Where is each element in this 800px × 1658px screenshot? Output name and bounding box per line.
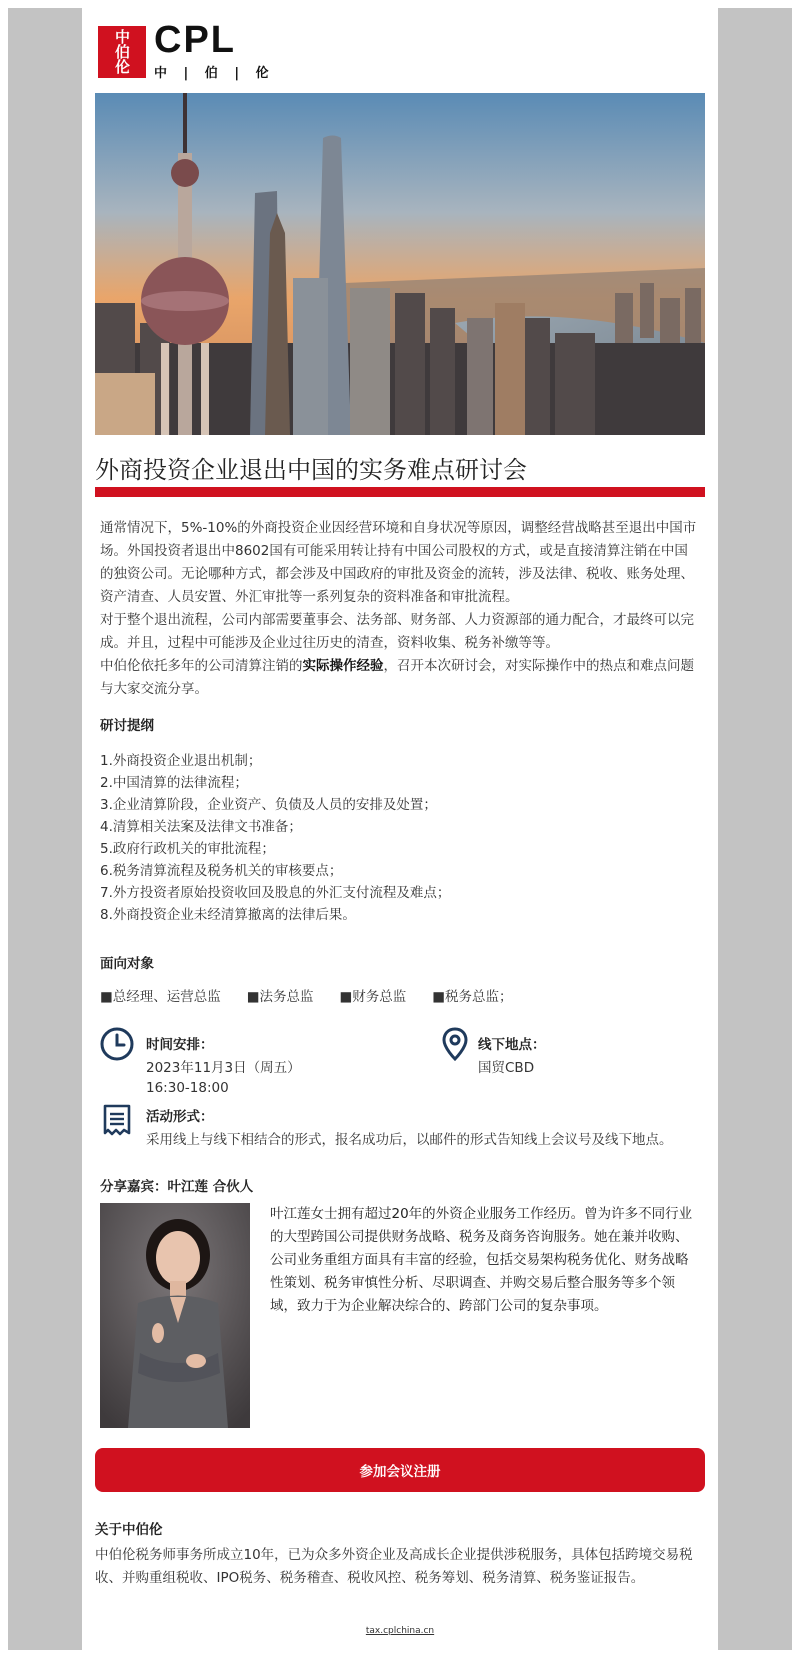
cpl-logo [98,19,275,81]
about-text: 中伯伦税务师事务所成立10年，已为众多外资企业及高成长企业提供涉税服务，具体包括跨境交易税收、并购重组税收、IPO税务、税务稽查、税收风控、税务筹划、税务清算、税务鉴证报告。 [95,1547,693,1586]
event-date: 2023年11月3日（周五） [146,1060,301,1076]
clock-icon [100,1027,134,1061]
outline-item: 4.清算相关法案及法律文书准备； [100,819,302,835]
intro-paragraph-3: 中伯伦依托多年的公司清算注销的实际操作经验，召开本次研讨会，对实际操作中的热点和难点问题与大家交流分享。 [100,658,694,697]
event-location: 国贸CBD [478,1060,535,1076]
hero-image-skyline [95,93,705,435]
outline-heading: 研讨提纲 [100,718,154,734]
event-format: 采用线上与线下相结合的形式，报名成功后，以邮件的形式告知线上会议号及线下地点。 [146,1132,673,1148]
speaker-bio: 叶江莲女士拥有超过20年的外资企业服务工作经历。曾为许多不同行业的大型跨国公司提供财务战略、税务及商务咨询服务。她在兼并收购、公司业务重组方面具有丰富的经验，包括交易架构税务优化、财务战略性策划、税务审慎性分析、尽职调查、并购交易后整合服务等多个领域，致力于为企业解决综合的、跨部门公司的复杂事项。 [270,1206,693,1314]
intro-text [100,517,700,701]
logo-wordmark: CPL [154,19,236,61]
outline-item: 7.外方投资者原始投资收回及股息的外汇支付流程及难点； [100,885,451,901]
footer-website-link[interactable]: tax.cplchina.cn [365,1626,435,1636]
location-label: 线下地点： [478,1037,546,1053]
time-label: 时间安排： [146,1037,214,1053]
outline-item: 5.政府行政机关的审批流程； [100,841,275,857]
audience-item: ■总经理、运营总监 [100,989,221,1005]
audience-item: ■法务总监 [246,989,314,1005]
audience-heading: 面向对象 [100,956,154,972]
outline-item: 6.税务清算流程及税务机关的审核要点； [100,863,343,879]
event-title: 外商投资企业退出中国的实务难点研讨会 [95,456,527,484]
format-label: 活动形式： [146,1109,214,1125]
event-hours: 16:30-18:00 [146,1080,229,1096]
audience-item: ■税务总监； [432,989,513,1005]
register-button[interactable]: 参加会议注册 [95,1448,705,1492]
seal-logo: 中伯伦 [98,26,146,78]
speaker-heading: 分享嘉宾：叶江莲 合伙人 [100,1179,254,1195]
intro-paragraph-1: 通常情况下，5%-10%的外商投资企业因经营环境和自身状况等原因，调整经营战略甚至退出中国市场。外国投资者退出中8602国有可能采用转让持有中国公司股权的方式，或是直接清算注销在中国的独资公司。无论哪种方式，都会涉及中国政府的审批及资金的流转，涉及法律、税收、账务处理、资产清查、人员安置、外汇审批等一系列复杂的资料准备和审批流程。 [100,520,697,605]
logo-subtitle: 中 | 伯 | 伦 [154,66,275,81]
outline-item: 1.外商投资企业退出机制； [100,753,262,769]
intro-paragraph-2: 对于整个退出流程，公司内部需要董事会、法务部、财务部、人力资源部的通力配合，才最终可以完成。并且，过程中可能涉及企业过往历史的清查，资料收集、税务补缴等等。 [100,612,694,651]
location-pin-icon [442,1027,468,1061]
document-icon [102,1103,132,1137]
outline-item: 3.企业清算阶段，企业资产、负债及人员的安排及处置； [100,797,437,813]
title-underline [95,487,705,497]
outline-item: 8.外商投资企业未经清算撤离的法律后果。 [100,907,356,923]
outline-list [100,750,450,926]
speaker-photo [100,1203,250,1428]
audience-item: ■财务总监 [339,989,407,1005]
audience-list [100,985,513,1005]
outline-item: 2.中国清算的法律流程； [100,775,248,791]
about-heading: 关于中伯伦 [95,1522,163,1538]
